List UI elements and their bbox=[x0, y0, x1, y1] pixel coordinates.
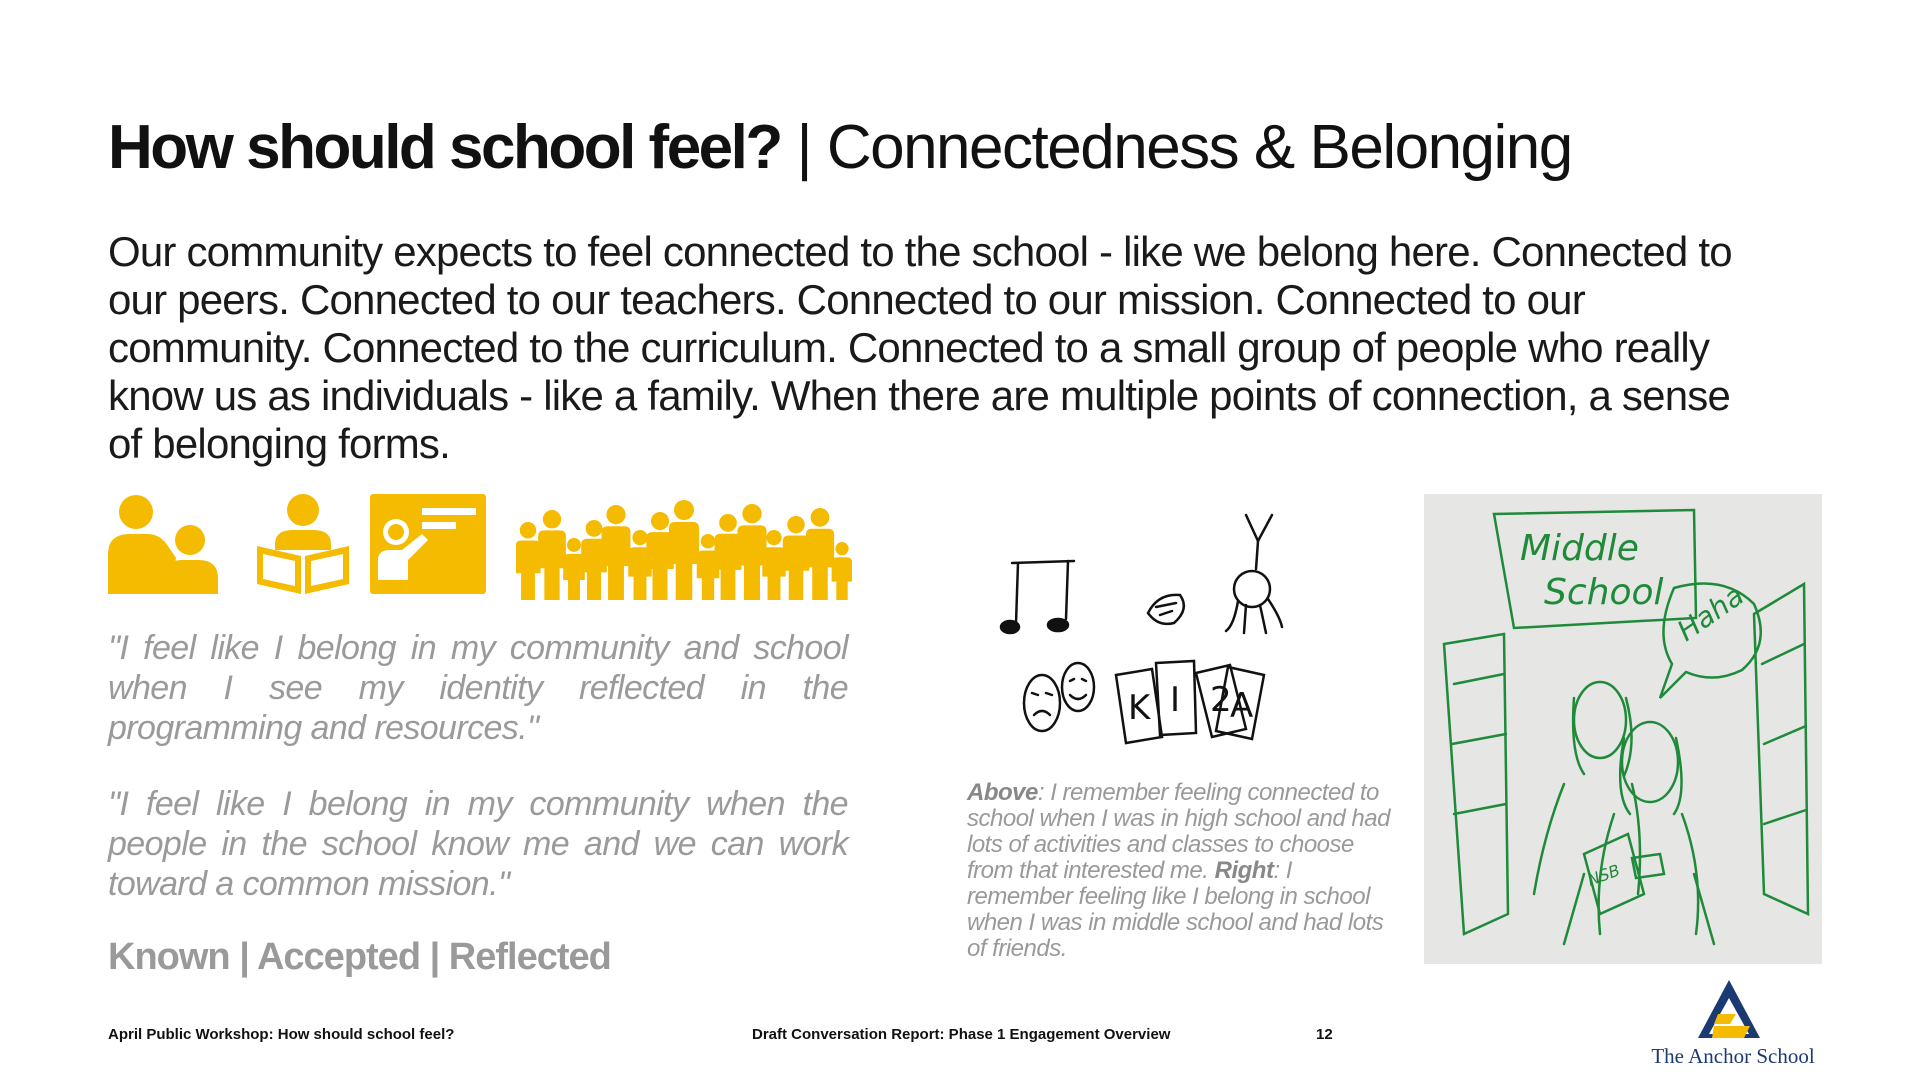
activities-sketch bbox=[990, 505, 1330, 770]
page-number: 12 bbox=[1316, 1026, 1333, 1043]
crowd-person-head bbox=[835, 542, 848, 555]
crowd-person-body bbox=[715, 534, 742, 600]
card-label: A bbox=[1230, 686, 1254, 726]
caption-above-label: Above bbox=[967, 779, 1038, 806]
crowd-person-body bbox=[762, 547, 785, 600]
community-crowd-icon bbox=[516, 494, 852, 600]
middle-school-drawing-photo bbox=[1424, 494, 1822, 964]
crowd-person-head bbox=[543, 510, 561, 528]
caption-above-text: : I remember feeling connected to school when I was in high school and had lots of activities and classes to choose from that interested me. bbox=[967, 779, 1390, 884]
caption-right-label: Right bbox=[1214, 857, 1274, 884]
crowd-person-head bbox=[719, 514, 737, 532]
reading-student-icon bbox=[253, 494, 353, 594]
crowd-person-head bbox=[701, 534, 716, 549]
peers-icon bbox=[108, 494, 218, 594]
drawing-bubble-text: Haha bbox=[1671, 578, 1750, 648]
footer-event: April Public Workshop: How should school feel? bbox=[108, 1026, 455, 1043]
quote-mission: "I feel like I belong in my community when the people in the school know me and we can work toward a common mission." bbox=[108, 785, 848, 903]
crowd-person-head bbox=[651, 512, 669, 530]
logo-wordmark: The Anchor School bbox=[1651, 1044, 1815, 1068]
intro-paragraph: Our community expects to feel connected to the school - like we belong here. Connected to our peers. Connected to our teachers. Connected to our mission. Connected to our community. Connected to the curriculum. Connected to a small group of people who really know us as individuals - like a family. When there are multiple points of connection, a sense of belonging forms. bbox=[108, 228, 1732, 467]
teacher-board-icon bbox=[370, 494, 486, 594]
crowd-person-head bbox=[586, 520, 603, 537]
crowd-person-head bbox=[787, 516, 804, 533]
crowd-person-body bbox=[832, 557, 852, 600]
crowd-person-head bbox=[520, 522, 536, 538]
crowd-person-head bbox=[811, 508, 830, 527]
drawing-sign-line2: School bbox=[1544, 572, 1664, 613]
crowd-person-head bbox=[606, 505, 625, 524]
crowd-person-body bbox=[538, 530, 566, 600]
crowd-person-body bbox=[669, 522, 699, 600]
crowd-person-body bbox=[516, 540, 541, 600]
crowd-person-head bbox=[632, 530, 647, 545]
icon-row bbox=[108, 494, 858, 600]
slide-title bbox=[108, 112, 1808, 184]
crowd-person-body bbox=[737, 525, 766, 600]
footer-report: Draft Conversation Report: Phase 1 Engagement Overview bbox=[752, 1026, 1171, 1043]
sketch-caption bbox=[967, 780, 1397, 962]
quote-identity: "I feel like I belong in my community and school when I see my identity reflected in the programming and resources." bbox=[108, 629, 848, 747]
crowd-person-body bbox=[806, 529, 834, 600]
card-label: 2 bbox=[1210, 680, 1232, 720]
crowd-person-head bbox=[674, 500, 694, 520]
crowd-person-body bbox=[783, 535, 809, 600]
title-topic: | Connectedness & Belonging bbox=[780, 113, 1572, 182]
drawing-sign-line1: Middle bbox=[1520, 528, 1639, 569]
card-label: K bbox=[1128, 688, 1151, 728]
card-label: I bbox=[1170, 680, 1181, 720]
crowd-person-head bbox=[742, 504, 761, 523]
crowd-person-head bbox=[567, 538, 581, 552]
crowd-person-head bbox=[766, 530, 781, 545]
tagline: Known | Accepted | Reflected bbox=[108, 936, 611, 978]
title-question: How should school feel? bbox=[108, 113, 781, 182]
caption-right-text: : I remember feeling like I belong in school when I was in middle school and had lots of friends. bbox=[967, 857, 1384, 962]
crowd-person-body bbox=[602, 526, 631, 600]
drawing-book-text: NSB bbox=[1584, 860, 1623, 890]
